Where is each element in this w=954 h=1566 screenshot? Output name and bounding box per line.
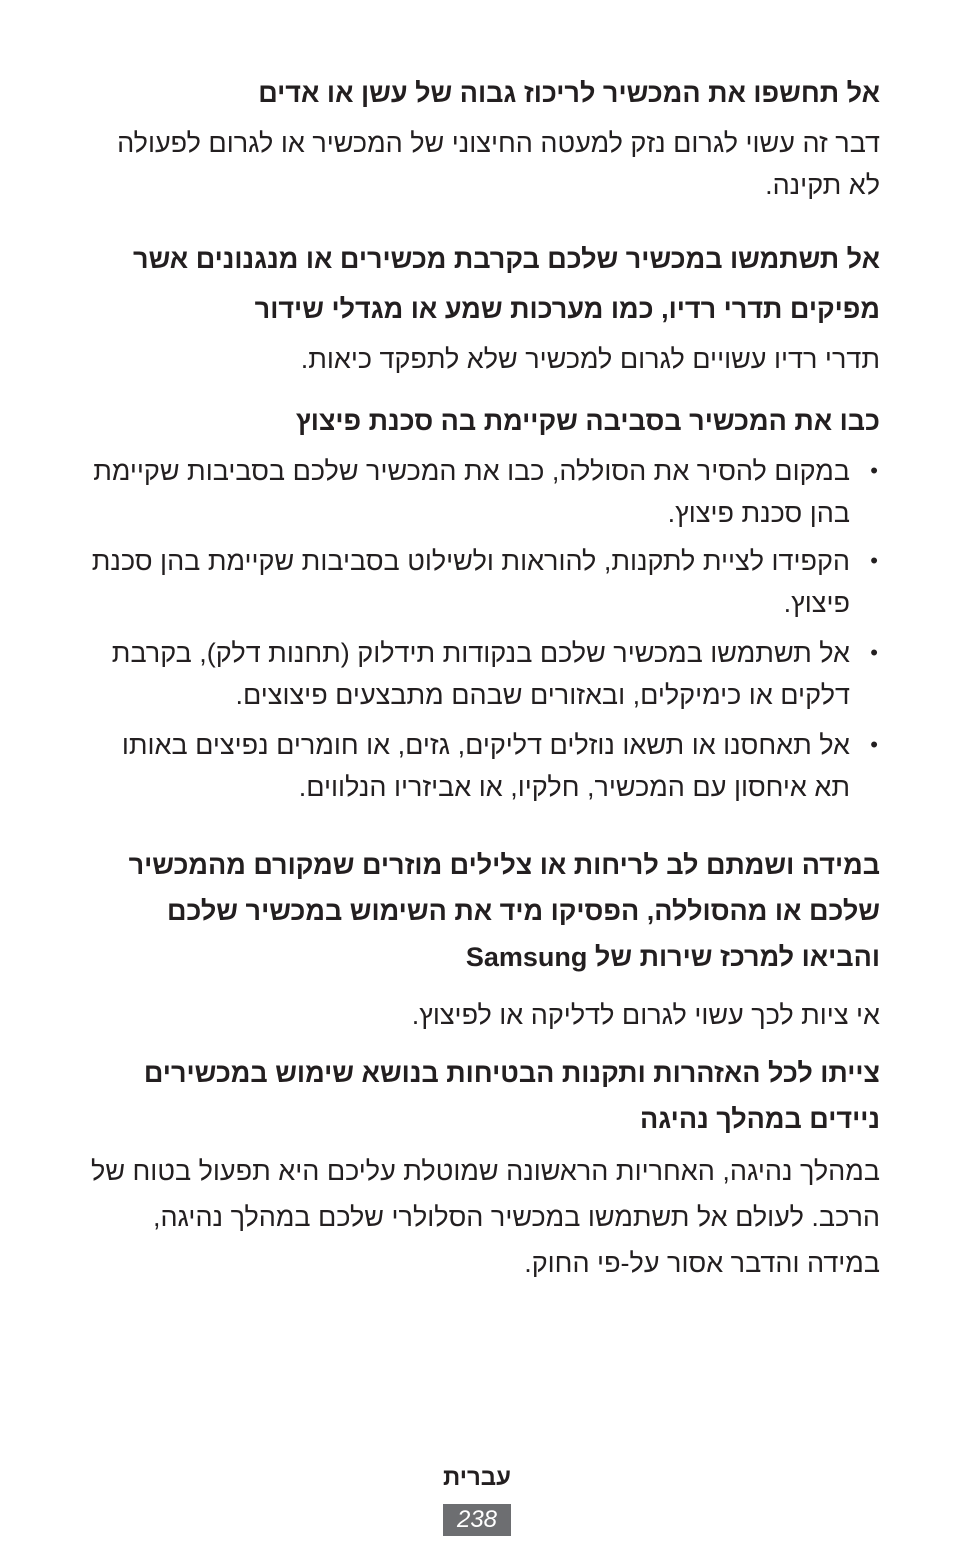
section-body: אי ציות לכך עשוי לגרום לדליקה או לפיצוץ.: [411, 1000, 880, 1030]
section-heading: צייתו לכל האזהרות ותקנות הבטיחות בנושא שימוש במכשירים ניידים במהלך נהיגה: [143, 1058, 880, 1134]
list-item: [88, 540, 880, 624]
section-smoke: [88, 70, 880, 206]
section-driving-safety: [88, 1050, 880, 1286]
section-body: במהלך נהיגה, האחריות הראשונה שמוטלת עליכם היא תפעול בטוח של הרכב. לעולם אל תשתמשו במכשיר הסלולרי שלכם במהלך נהיגה, במידה והדבר אסור על-פי החוק.: [91, 1156, 880, 1278]
section-explosion-hazard: [88, 398, 880, 808]
list-item-text: הקפידו לציית לתקנות, להוראות ולשילוט בסביבות שקיימת בהן סכנת פיצוץ.: [91, 546, 850, 618]
bullet-icon: •: [870, 732, 878, 757]
list-item: [88, 724, 880, 808]
section-heading: במידה ושמתם לב לריחות או צלילים מוזרים שמקורם מהמכשיר שלכם או מהסוללה, הפסיקו מיד את השימוש במכשיר שלכם והביאו למרכז שירות של Samsung: [128, 850, 880, 972]
list-item-text: אל תאחסנו או תשאו נוזלים דליקים, גזים, או חומרים נפיצים באותו תא איחסון עם המכשיר, חלקיו, או אביזריו הנלווים.: [121, 730, 850, 802]
bullet-list: [88, 450, 880, 808]
list-item: [88, 632, 880, 716]
bullet-icon: •: [870, 640, 878, 665]
section-heading: כבו את המכשיר בסביבה שקיימת בה סכנת פיצוץ: [295, 406, 880, 436]
page-number-badge: 238: [443, 1504, 511, 1536]
section-heading: אל תשתמשו במכשיר שלכם בקרבת מכשירים או מנגנונים אשר מפיקים תדרי רדיו, כמו מערכות שמע או מגדלי שידור: [133, 244, 880, 324]
section-body: דבר זה עשוי לגרום נזק למעטה החיצוני של המכשיר או לגרום לפעולה לא תקינה.: [117, 128, 880, 200]
section-strange-smells: [88, 842, 880, 1036]
section-radio-frequency: [88, 234, 880, 380]
section-heading: אל תחשפו את המכשיר לריכוז גבוה של עשן או אדים: [258, 78, 880, 108]
list-item-text: במקום להסיר את הסוללה, כבו את המכשיר שלכם בסביבות שקיימת בהן סכנת פיצוץ.: [93, 456, 850, 528]
bullet-icon: •: [870, 458, 878, 483]
list-item-text: אל תשתמשו במכשיר שלכם בנקודות תידלוק (תחנות דלק), בקרבת דלקים או כימיקלים, ובאזורים שבהם מתבצעים פיצוצים.: [111, 638, 850, 710]
bullet-icon: •: [870, 548, 878, 573]
list-item: [88, 450, 880, 534]
section-body: תדרי רדיו עשויים לגרום למכשיר שלא לתפקד כיאות.: [300, 344, 880, 374]
footer-language: עברית: [442, 1464, 511, 1491]
